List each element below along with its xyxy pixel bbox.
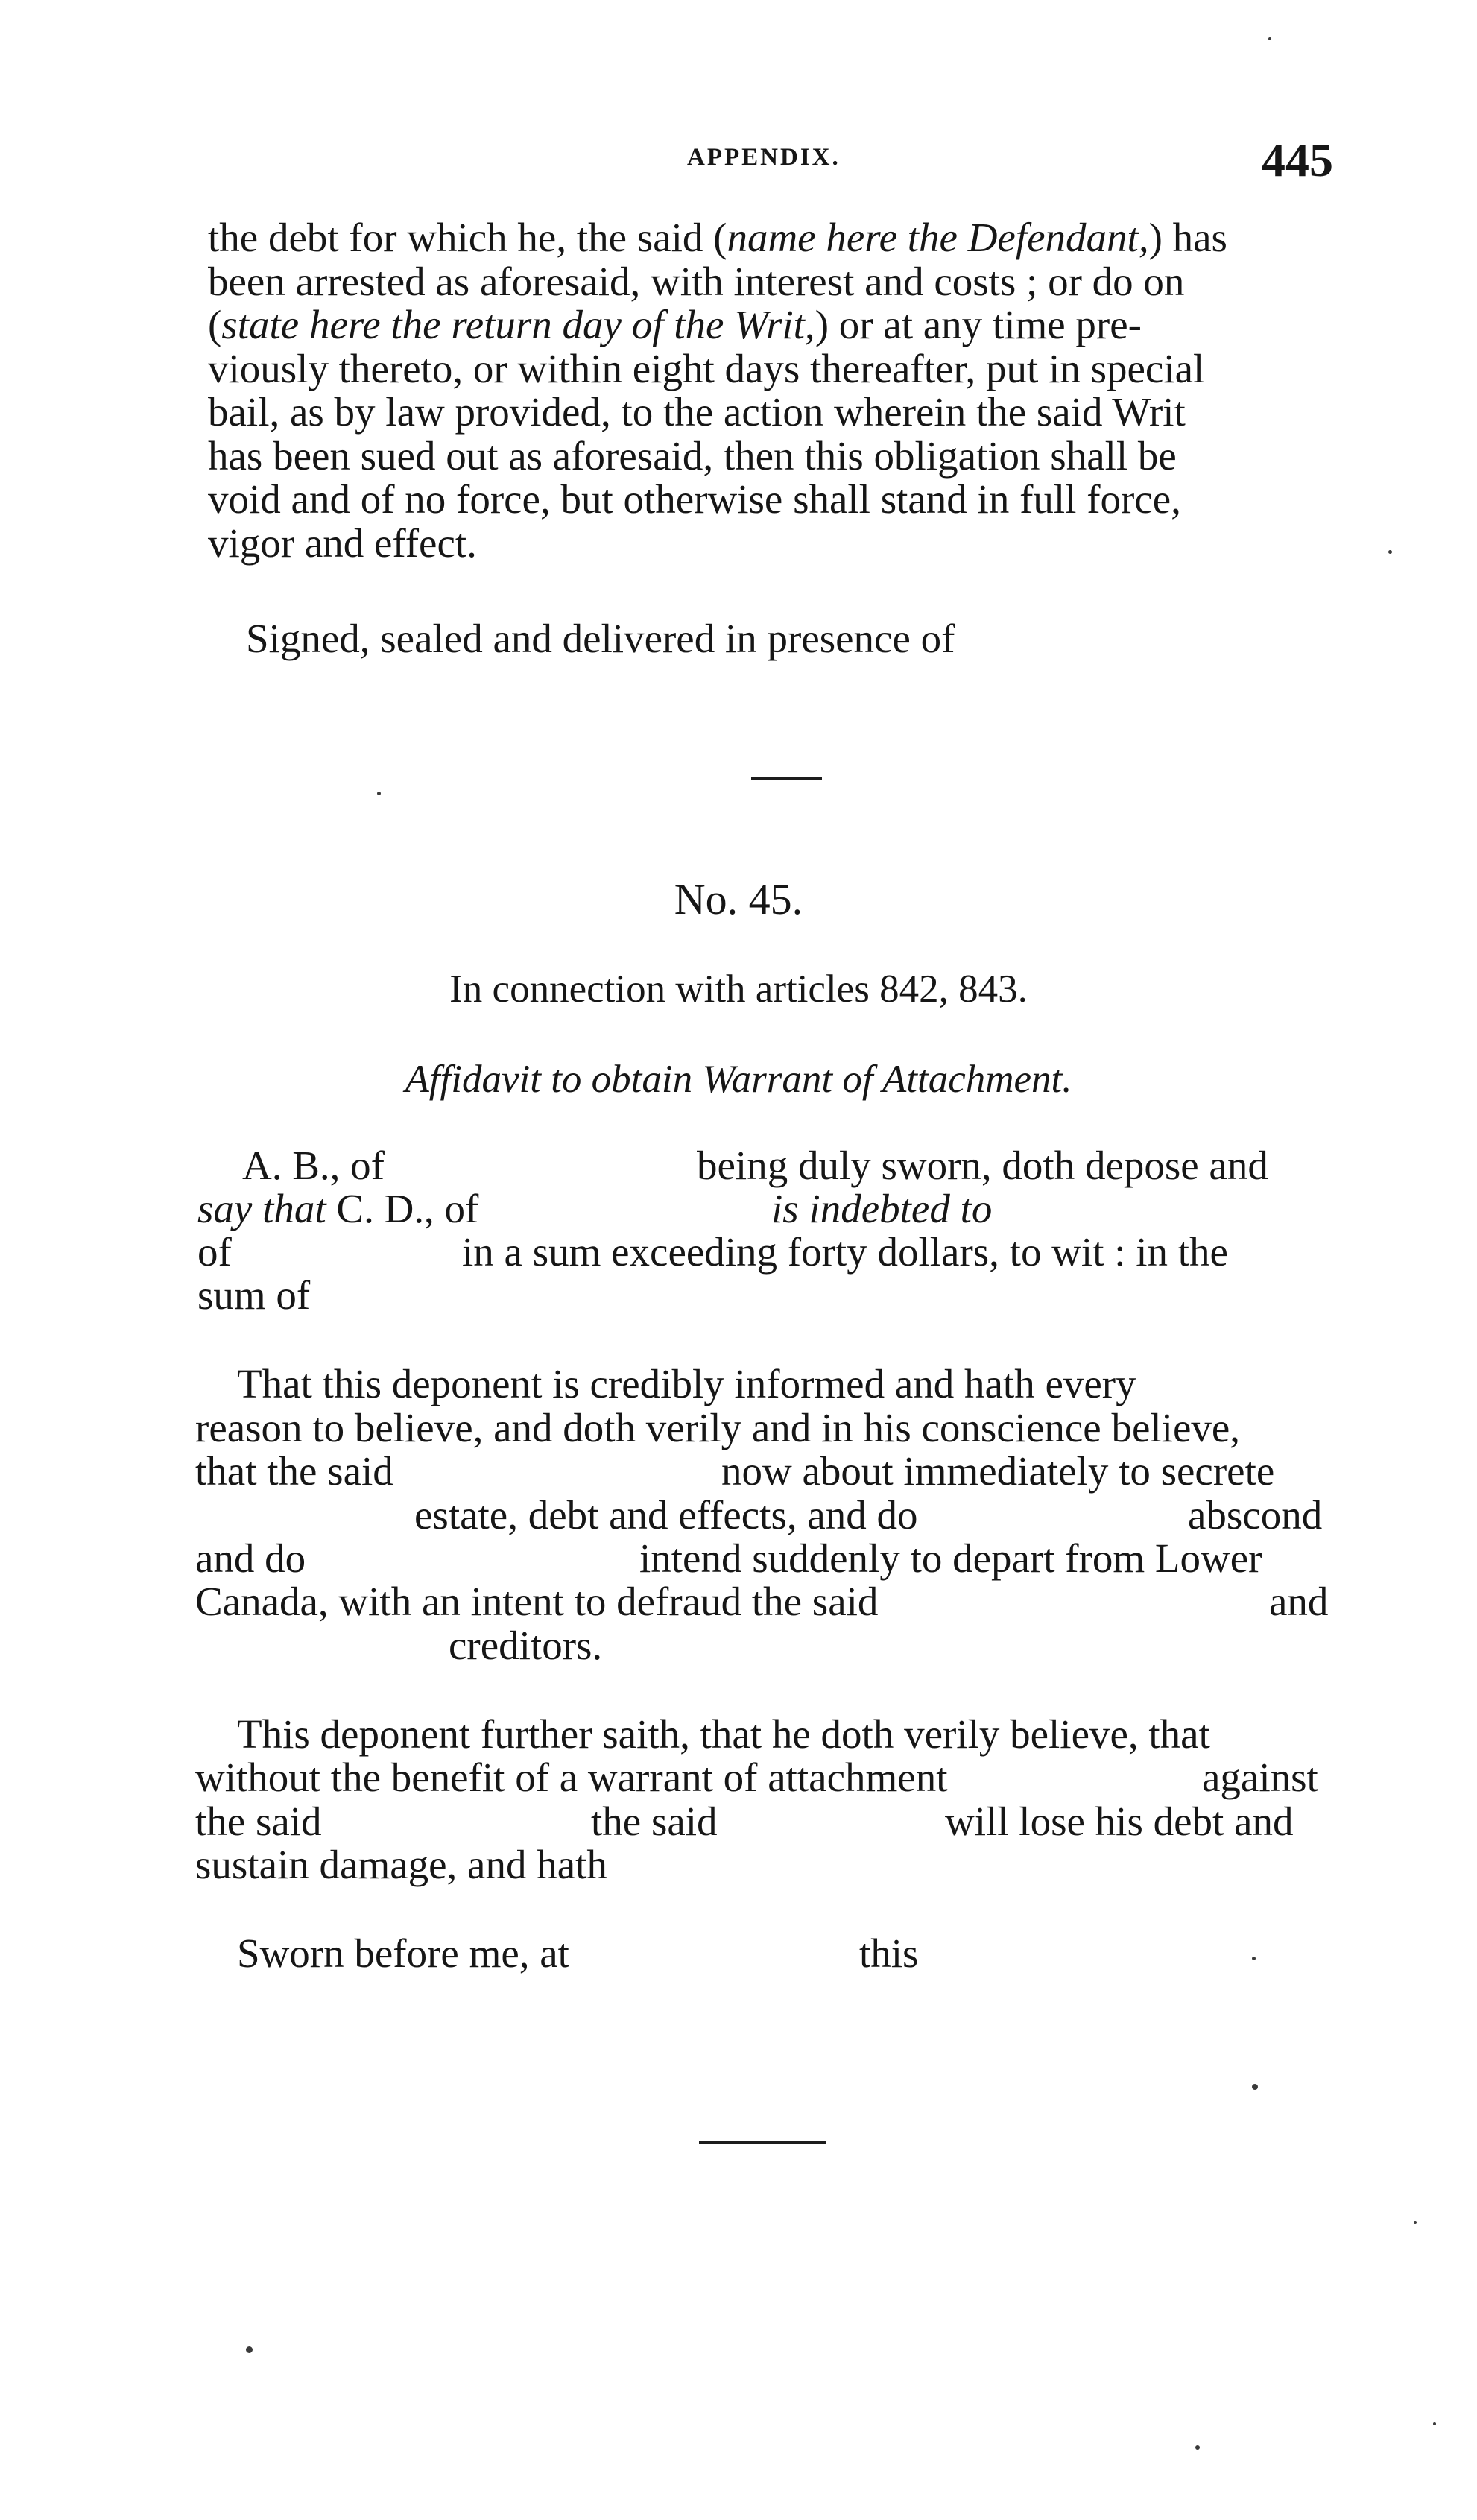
text-fragment: now about immediately to secrete <box>721 1448 1275 1494</box>
text-line: the debt for which he, the said (name here the Defendant,) has <box>208 215 1227 260</box>
section-divider <box>751 777 822 780</box>
running-title: APPENDIX. <box>687 144 841 171</box>
text-line: vigor and effect. <box>208 520 477 566</box>
text-fragment: and do <box>195 1535 306 1581</box>
text-fragment: intend suddenly to depart from Lower <box>639 1535 1262 1581</box>
text-line: (state here the return day of the Writ,) or at any time pre- <box>208 302 1142 347</box>
page-number: 445 <box>1262 133 1333 186</box>
text-fragment: in a sum exceeding forty dollars, to wit : in the <box>462 1229 1228 1275</box>
text-fragment: abscond <box>1188 1492 1323 1538</box>
scan-speck <box>1414 2221 1417 2224</box>
text-fragment: the said <box>195 1799 322 1844</box>
text-fragment: this <box>859 1930 919 1976</box>
text-fragment: sustain damage, and hath <box>195 1842 607 1887</box>
text-fragment: without the benefit of a warrant of attachment <box>195 1755 948 1800</box>
scan-speck <box>1388 550 1392 554</box>
text-fragment: reason to believe, and doth verily and in his conscience believe, <box>195 1405 1241 1450</box>
text-fragment: Canada, with an intent to defraud the said <box>195 1579 879 1624</box>
scan-speck <box>1252 1957 1256 1960</box>
text-fragment: will lose his debt and <box>945 1799 1294 1844</box>
article-reference: In connection with articles 842, 843. <box>449 967 1028 1011</box>
text-fragment: against <box>1202 1755 1318 1800</box>
signature-line: Signed, sealed and delivered in presence of <box>246 616 955 661</box>
text-line: bail, as by law provided, to the action wherein the said Writ <box>208 389 1186 435</box>
text-fragment: That this deponent is credibly informed and hath every <box>237 1361 1136 1406</box>
text-fragment: of <box>197 1229 232 1275</box>
text-fragment: and <box>1269 1579 1329 1624</box>
text-fragment: the said <box>591 1799 718 1844</box>
text-fragment: A. B., of <box>242 1143 385 1188</box>
text-fragment: sum of <box>197 1272 311 1318</box>
text-line: has been sued out as aforesaid, then this obligation shall be <box>208 432 1177 479</box>
text-fragment: This deponent further saith, that he doth verily believe, that <box>237 1711 1210 1757</box>
form-number: No. 45. <box>674 875 803 923</box>
scan-speck <box>1195 2445 1200 2450</box>
scan-speck <box>1433 2422 1436 2425</box>
scan-speck <box>246 2346 253 2353</box>
text-line: been arrested as aforesaid, with interest and costs ; or do on <box>208 258 1185 304</box>
text-line: viously thereto, or within eight days thereafter, put in special <box>208 345 1205 391</box>
scan-speck <box>1268 37 1271 40</box>
form-title: Affidavit to obtain Warrant of Attachment. <box>405 1058 1072 1101</box>
text-fragment: that the said <box>195 1448 393 1494</box>
text-fragment: being duly sworn, doth depose and <box>697 1143 1268 1188</box>
scan-speck <box>377 792 381 795</box>
text-fragment: Sworn before me, at <box>237 1930 569 1976</box>
text-fragment: creditors. <box>449 1623 603 1668</box>
text-fragment: is indebted to <box>771 1186 993 1231</box>
text-fragment: estate, debt and effects, and do <box>414 1492 918 1538</box>
bond-paragraph <box>208 216 1348 565</box>
scan-speck <box>1252 2084 1258 2090</box>
text-line: void and of no force, but otherwise shall stand in full force, <box>208 476 1181 522</box>
text-fragment: say that C. D., of <box>197 1186 479 1231</box>
section-divider <box>699 2141 826 2144</box>
